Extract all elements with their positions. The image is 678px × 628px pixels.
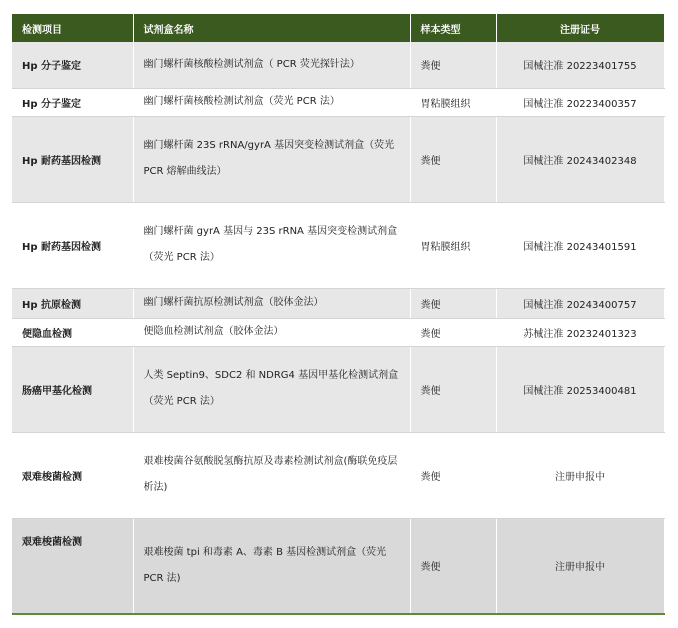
cell-kit-name: 幽门螺杆菌抗原检测试剂盒（胶体金法） [133,288,410,318]
table-row [12,432,664,518]
cell-registration-no: 国械注准 20253400481 [496,346,664,432]
header-kit-name: 试剂盒名称 [133,14,410,42]
cell-kit-name: 便隐血检测试剂盒（胶体金法） [133,318,410,346]
cell-test-item: Hp 抗原检测 [12,288,133,318]
cell-registration-no: 国械注准 20243402348 [496,116,664,202]
header-sample-type: 样本类型 [410,14,496,42]
cell-kit-name: 幽门螺杆菌 gyrA 基因与 23S rRNA 基因突变检测试剂盒（荧光 PCR 法） [133,202,410,288]
cell-kit-name: 人类 Septin9、SDC2 和 NDRG4 基因甲基化检测试剂盒（荧光 PCR 法） [133,346,410,432]
cell-test-item: Hp 耐药基因检测 [12,116,133,202]
cell-sample-type: 粪便 [410,116,496,202]
table-row [12,202,664,288]
cell-registration-no: 国械注准 20223400357 [496,88,664,116]
cell-sample-type: 胃粘膜组织 [410,88,496,116]
table-row [12,88,664,116]
table-row [12,518,664,614]
cell-registration-no: 国械注准 20243401591 [496,202,664,288]
cell-kit-name: 艰难梭菌 tpi 和毒素 A、毒素 B 基因检测试剂盒（荧光 PCR 法) [133,518,410,614]
cell-test-item: 艰难梭菌检测 [12,432,133,518]
cell-sample-type: 胃粘膜组织 [410,202,496,288]
header-registration-no: 注册证号 [496,14,664,42]
header-test-item: 检测项目 [12,14,133,42]
cell-test-item: 艰难梭菌检测 [12,518,133,614]
cell-registration-no: 国械注准 20223401755 [496,42,664,88]
cell-kit-name: 幽门螺杆菌核酸检测试剂盒（荧光 PCR 法） [133,88,410,116]
cell-sample-type: 粪便 [410,288,496,318]
cell-registration-no: 苏械注准 20232401323 [496,318,664,346]
cell-registration-no: 注册申报中 [496,518,664,614]
cell-registration-no: 注册申报中 [496,432,664,518]
cell-test-item: Hp 耐药基因检测 [12,202,133,288]
cell-test-item: 便隐血检测 [12,318,133,346]
table-row [12,318,664,346]
cell-kit-name: 幽门螺杆菌核酸检测试剂盒（ PCR 荧光探针法） [133,42,410,88]
cell-sample-type: 粪便 [410,346,496,432]
header-row [12,14,664,42]
table-row [12,288,664,318]
cell-sample-type: 粪便 [410,518,496,614]
table-row [12,346,664,432]
cell-sample-type: 粪便 [410,318,496,346]
cell-test-item: Hp 分子鉴定 [12,42,133,88]
table-row [12,42,664,88]
kit-registration-table [12,14,665,615]
cell-registration-no: 国械注准 20243400757 [496,288,664,318]
cell-kit-name: 幽门螺杆菌 23S rRNA/gyrA 基因突变检测试剂盒（荧光PCR 熔解曲线法） [133,116,410,202]
cell-sample-type: 粪便 [410,42,496,88]
cell-sample-type: 粪便 [410,432,496,518]
cell-test-item: Hp 分子鉴定 [12,88,133,116]
cell-kit-name: 艰难梭菌谷氨酸脱氢酶抗原及毒素检测试剂盒(酶联免疫层析法) [133,432,410,518]
table-row [12,116,664,202]
cell-test-item: 肠癌甲基化检测 [12,346,133,432]
